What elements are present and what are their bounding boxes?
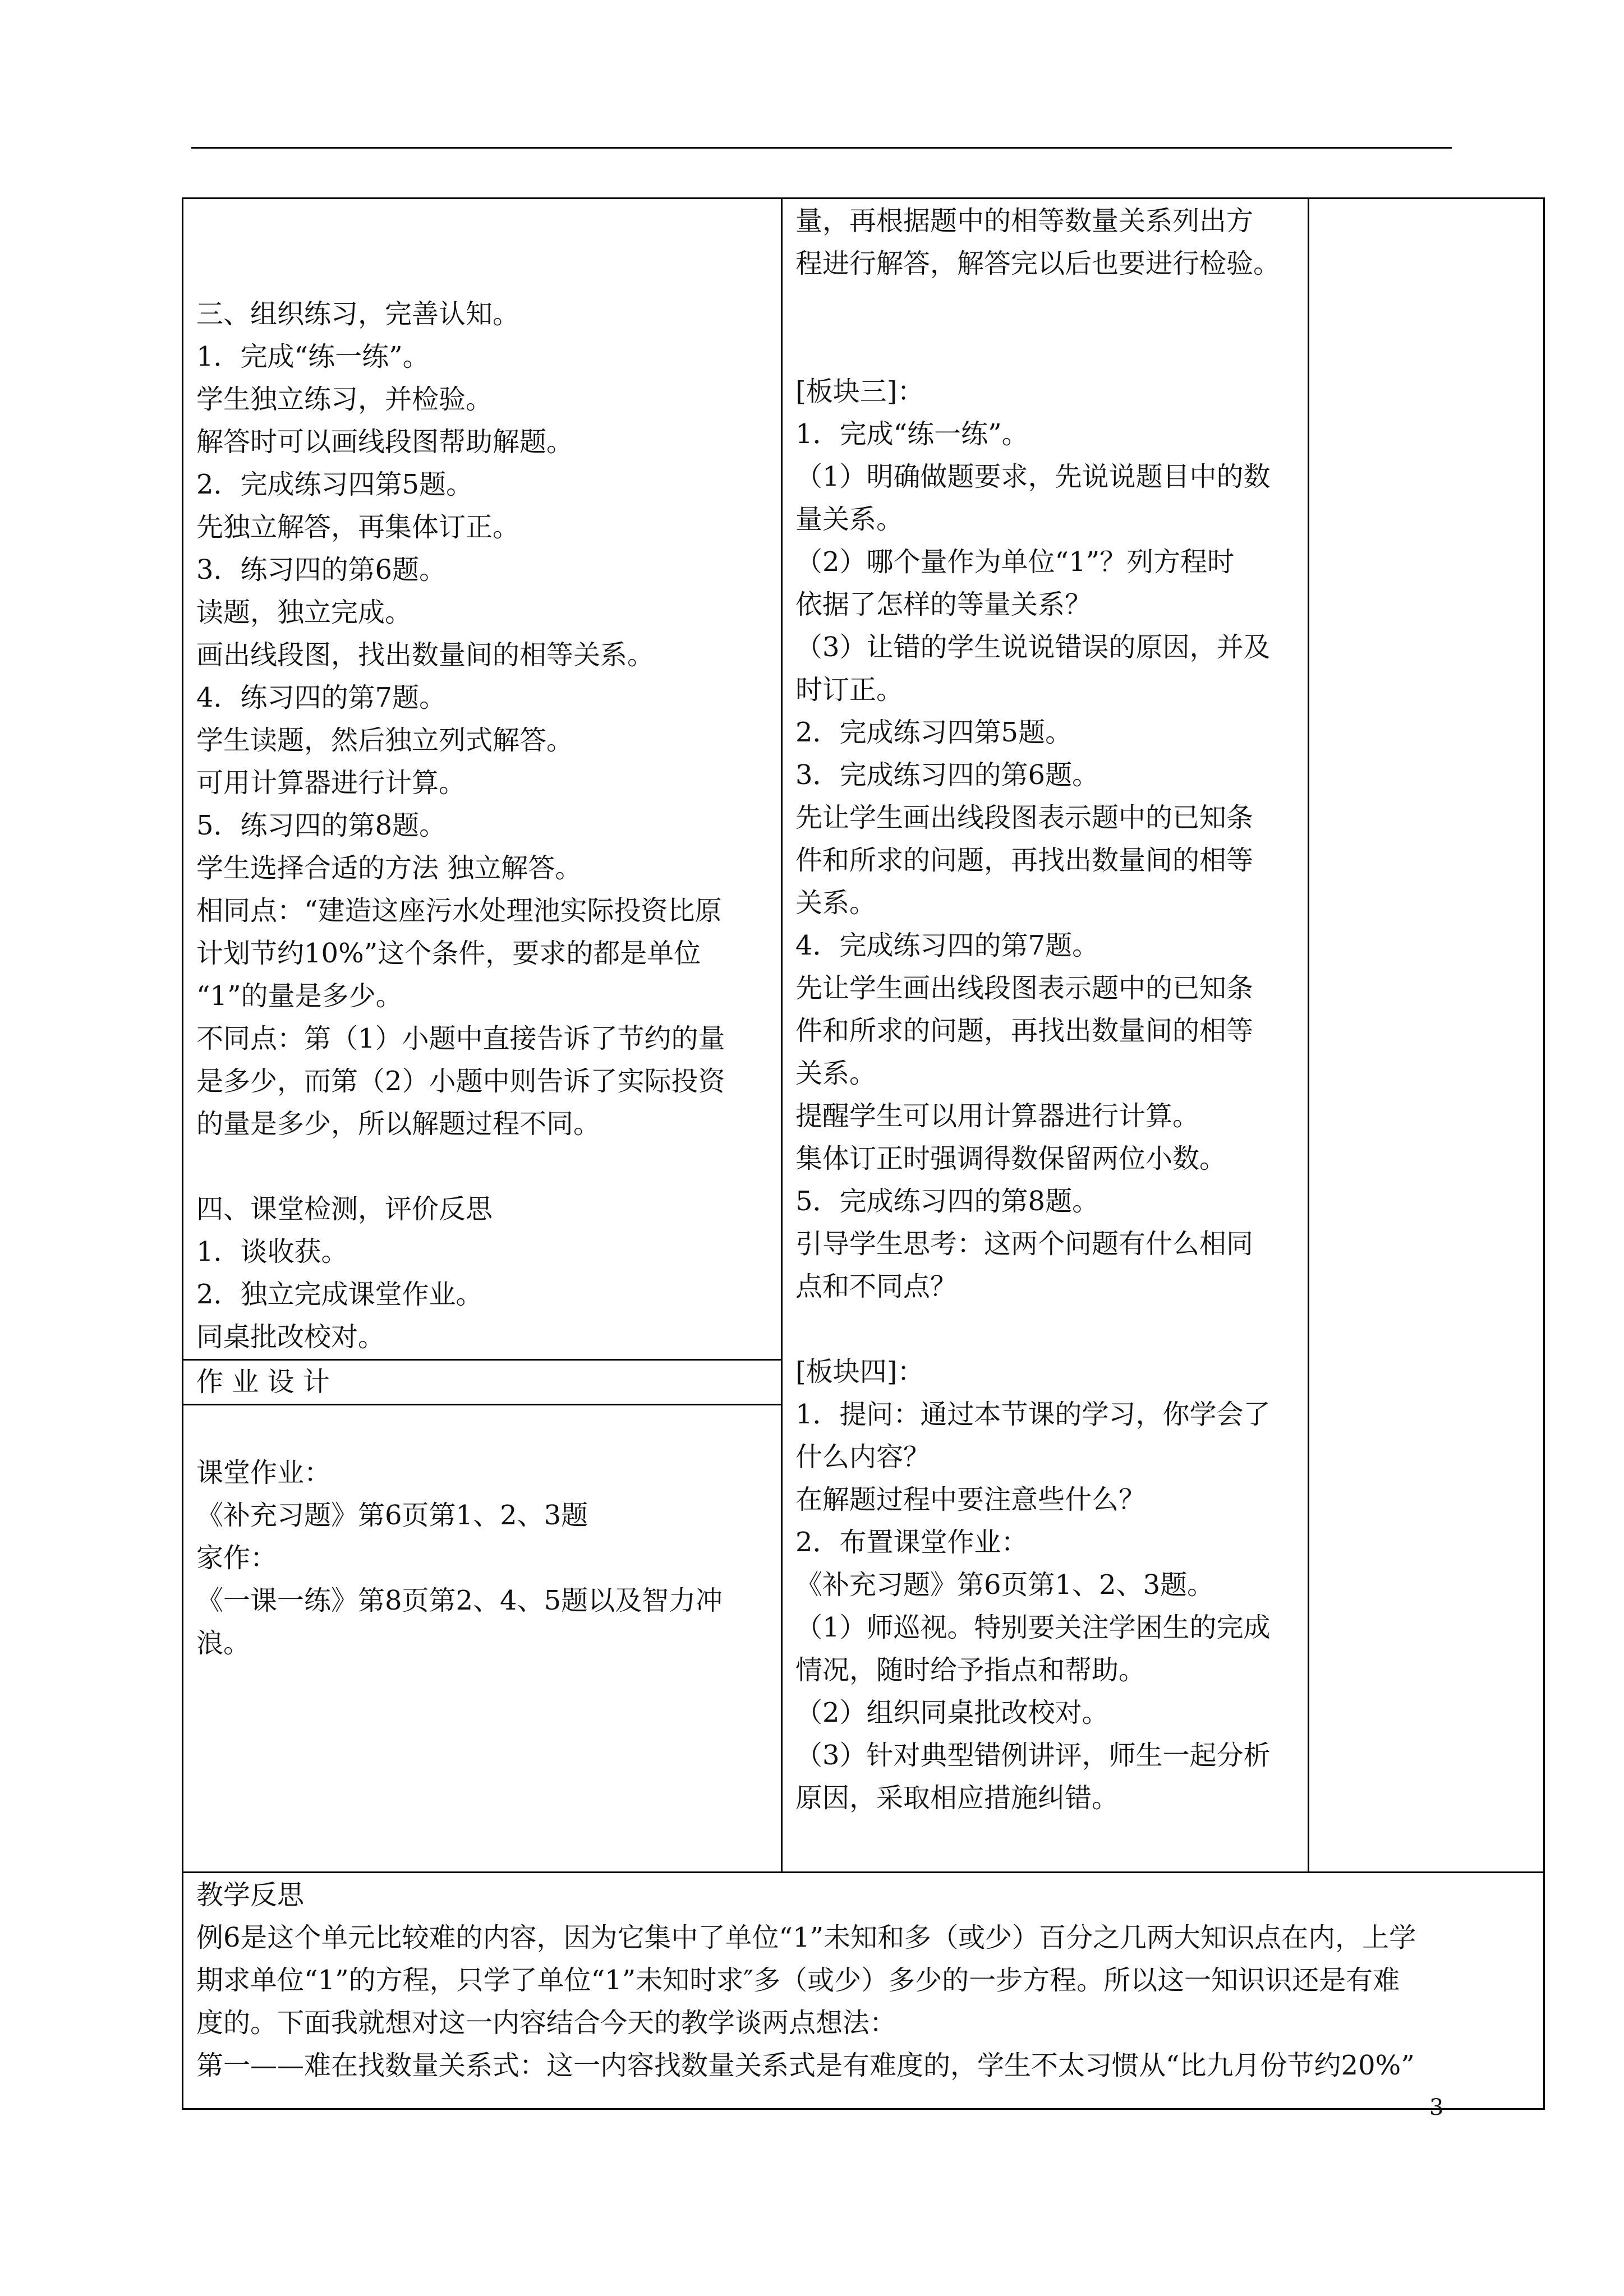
process-line: 2．独立完成课堂作业。	[196, 1279, 483, 1310]
process-column	[196, 250, 774, 1358]
process-line: 1．完成“练一练”。	[196, 341, 430, 372]
process-line: 先独立解答，再集体订正。	[196, 511, 520, 543]
reflection-line: 度的。下面我就想对这一内容结合今天的教学谈两点想法：	[196, 2007, 897, 2039]
process-line: 的量是多少，所以解题过程不同。	[196, 1108, 601, 1140]
teaching-line	[795, 285, 1300, 328]
process-line: 画出线段图，找出数量间的相等关系。	[196, 639, 655, 671]
process-line: 4．练习四的第7题。	[196, 682, 447, 713]
teaching-line: （1）师巡视。特别要关注学困生的完成	[795, 1612, 1271, 1643]
teaching-line: 2．布置课堂作业：	[795, 1527, 1028, 1558]
teaching-line: [板块四]：	[795, 1356, 924, 1387]
teaching-line: 1．完成“练一练”。	[795, 418, 1029, 450]
reflection-cell	[196, 1874, 1537, 2087]
teaching-line: 引导学生思考：这两个问题有什么相同	[795, 1228, 1254, 1260]
header-rule	[191, 147, 1452, 149]
teaching-line: 关系。	[795, 1058, 877, 1089]
homework-line: 课堂作业：	[196, 1457, 332, 1488]
process-line: 不同点：第（1）小题中直接告诉了节约的量	[196, 1023, 725, 1054]
homework-line: 《补充习题》第6页第1、2、3题	[196, 1500, 588, 1531]
teaching-line: 点和不同点？	[795, 1271, 958, 1302]
teaching-line: 3．完成练习四的第6题。	[795, 759, 1099, 791]
homework-line: 《一课一练》第8页第2、4、5题以及智力冲	[196, 1585, 723, 1616]
column-divider-left	[781, 197, 783, 1873]
teaching-line: 5．完成练习四的第8题。	[795, 1186, 1099, 1217]
teaching-line: 量关系。	[795, 504, 904, 535]
process-line: 三、组织练习，完善认知。	[196, 298, 520, 330]
teaching-line: （3）让错的学生说说错误的原因，并及	[795, 631, 1271, 663]
reflection-line: 例6是这个单元比较难的内容，因为它集中了单位“1”未知和多（或少）百分之几两大知识点在内，上学	[196, 1922, 1416, 1953]
process-line: 解答时可以画线段图帮助解题。	[196, 426, 574, 458]
process-line: 可用计算器进行计算。	[196, 767, 466, 799]
teaching-line: 4．完成练习四的第7题。	[795, 930, 1099, 961]
homework-cell	[196, 1409, 774, 1665]
process-line: 是多少，而第（2）小题中则告诉了实际投资	[196, 1066, 725, 1097]
teaching-line	[795, 328, 1300, 370]
homework-line: 浪。	[196, 1628, 251, 1659]
process-line: 学生独立练习，并检验。	[196, 384, 493, 415]
teaching-line: 《补充习题》第6页第1、2、3题。	[795, 1569, 1214, 1601]
teaching-line: 关系。	[795, 887, 877, 919]
process-line: 3．练习四的第6题。	[196, 554, 447, 585]
teaching-line: （1）明确做题要求，先说说题目中的数	[795, 461, 1271, 492]
process-line: “1”的量是多少。	[196, 980, 403, 1012]
teaching-line: 集体订正时强调得数保留两位小数。	[795, 1143, 1227, 1174]
homework-header-label: 作 业 设 计	[196, 1366, 330, 1398]
process-line: 2．完成练习四第5题。	[196, 469, 473, 500]
teaching-line: 提醒学生可以用计算器进行计算。	[795, 1100, 1200, 1132]
teaching-line: （2）哪个量作为单位“1”？列方程时	[795, 546, 1235, 578]
reflection-line: 教学反思	[196, 1879, 305, 1911]
teaching-line: 在解题过程中要注意些什么？	[795, 1484, 1146, 1515]
process-line: 学生读题，然后独立列式解答。	[196, 725, 574, 756]
process-line: 四、课堂检测，评价反思	[196, 1193, 493, 1225]
teaching-line: （3）针对典型错例讲评，师生一起分析	[795, 1740, 1271, 1771]
teaching-line: 什么内容？	[795, 1441, 931, 1473]
homework-line: 家作：	[196, 1542, 278, 1574]
homework-header	[196, 1361, 774, 1403]
teaching-line: 时订正。	[795, 674, 904, 706]
reflection-line: 期求单位“1”的方程，只学了单位“1”未知时求″多（或少）多少的一步方程。所以这一知识识还是有难	[196, 1965, 1400, 1996]
process-line	[196, 250, 774, 293]
teaching-line: 先让学生画出线段图表示题中的已知条	[795, 802, 1254, 833]
process-line: 1．谈收获。	[196, 1236, 348, 1267]
teaching-line: 情况，随时给予指点和帮助。	[795, 1654, 1146, 1686]
reflection-line: 第一——难在找数量关系式：这一内容找数量关系式是有难度的，学生不太习惯从“比九月份节约20%”	[196, 2050, 1415, 2081]
teaching-line: 量，再根据题中的相等数量关系列出方	[795, 205, 1254, 237]
process-line: 读题，独立完成。	[196, 597, 412, 628]
process-line: 计划节约10%”这个条件，要求的都是单位	[196, 938, 701, 969]
teaching-line: 件和所求的问题，再找出数量间的相等	[795, 1015, 1254, 1046]
teaching-line	[795, 1308, 1300, 1350]
teaching-line: [板块三]：	[795, 376, 924, 407]
teaching-line: 原因，采取相应措施纠错。	[795, 1782, 1119, 1814]
teaching-line: 件和所求的问题，再找出数量间的相等	[795, 845, 1254, 876]
column-divider-right	[1308, 197, 1309, 1873]
process-line	[196, 1145, 774, 1188]
process-line: 同桌批改校对。	[196, 1321, 385, 1353]
process-line: 相同点：“建造这座污水处理池实际投资比原	[196, 895, 722, 926]
process-line: 5．练习四的第8题。	[196, 810, 447, 841]
page-number: 3	[1429, 2095, 1444, 2120]
teaching-line: 程进行解答，解答完以后也要进行检验。	[795, 248, 1281, 279]
teaching-line: 1．提问：通过本节课的学习，你学会了	[795, 1399, 1271, 1430]
process-line: 学生选择合适的方法 独立解答。	[196, 852, 582, 884]
teaching-line: 先让学生画出线段图表示题中的已知条	[795, 972, 1254, 1004]
homework-line	[196, 1409, 774, 1451]
homework-header-rule	[182, 1404, 782, 1405]
teaching-column	[795, 200, 1300, 1819]
teaching-line: （2）组织同桌批改校对。	[795, 1697, 1109, 1728]
teaching-line: 依据了怎样的等量关系？	[795, 589, 1092, 620]
reflection-top-rule	[182, 1871, 1545, 1873]
teaching-line: 2．完成练习四第5题。	[795, 717, 1073, 748]
